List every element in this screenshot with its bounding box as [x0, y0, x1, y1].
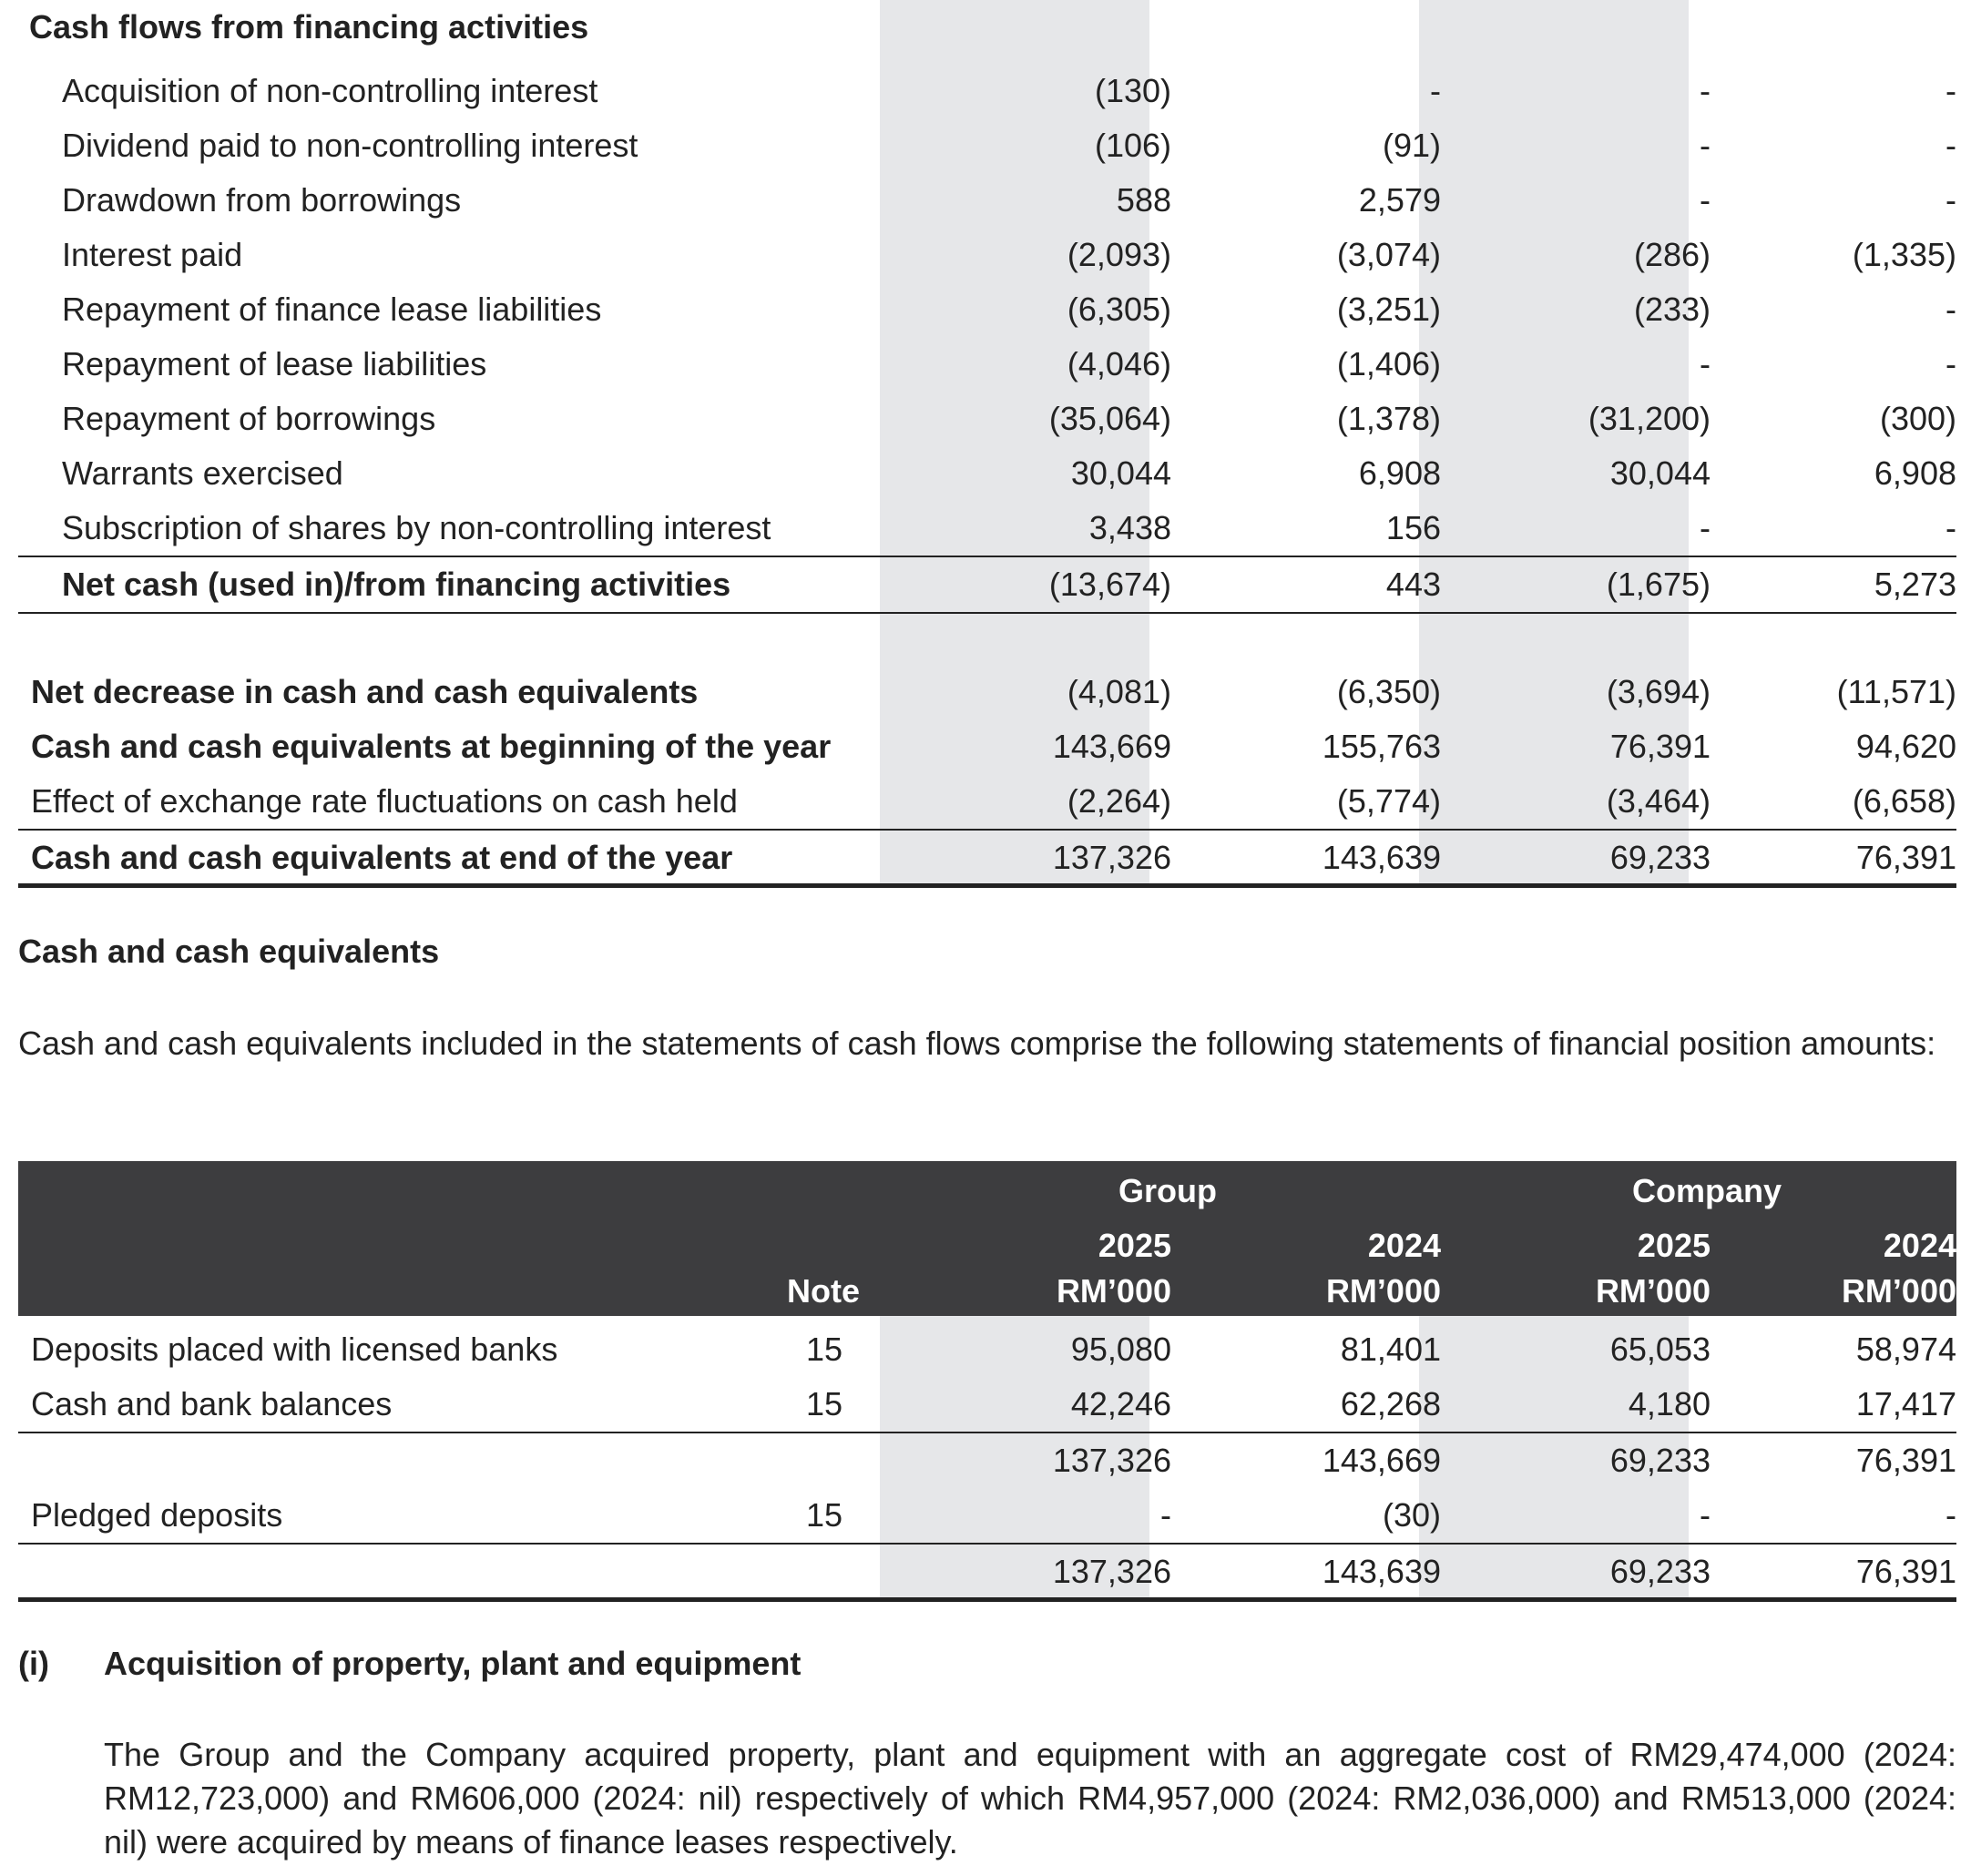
cell-group-2024: (5,774)	[1336, 782, 1441, 820]
cell-group-2024: 143,639	[1322, 839, 1441, 876]
cell-group-2024: 155,763	[1322, 728, 1441, 765]
cell-group-2024: (3,074)	[1336, 236, 1441, 273]
cell-group-2025: (4,046)	[1067, 345, 1171, 382]
cell-company-2024: (6,658)	[1852, 782, 1956, 820]
cell-company-2025: (3,464)	[1606, 782, 1711, 820]
cell-company-2024: -	[1945, 291, 1956, 328]
cce-section-title: Cash and cash equivalents	[18, 933, 440, 970]
cell-group-2025: 137,326	[1052, 1553, 1171, 1590]
row-note: 15	[805, 1496, 843, 1534]
row-label: Drawdown from borrowings	[62, 181, 462, 219]
row-label: Repayment of finance lease liabilities	[62, 291, 602, 328]
header-year: 2025	[1637, 1227, 1711, 1264]
table-row	[18, 228, 1956, 282]
cell-group-2024: 62,268	[1340, 1385, 1441, 1422]
end-of-year-row	[18, 831, 1956, 885]
cell-company-2025: -	[1700, 72, 1711, 109]
row-label: Dividend paid to non-controlling interest	[62, 127, 638, 164]
cell-group-2024: -	[1430, 72, 1441, 109]
total-row	[18, 1545, 1956, 1599]
cell-company-2025: -	[1700, 127, 1711, 164]
cce-intro-text: Cash and cash equivalents included in the statements of cash flows comprise the following statements of financial position amounts:	[18, 1025, 1936, 1062]
header-unit: RM’000	[1595, 1272, 1711, 1310]
table-row	[18, 337, 1956, 392]
cell-company-2025: -	[1700, 345, 1711, 382]
cell-company-2025: 30,044	[1609, 454, 1711, 492]
row-label: Net cash (used in)/from financing activities	[62, 566, 731, 603]
double-divider	[18, 883, 1956, 888]
table-header	[18, 1161, 1956, 1316]
header-unit: RM’000	[1056, 1272, 1171, 1310]
table-row	[18, 1377, 1956, 1432]
cell-company-2024: (1,335)	[1852, 236, 1956, 273]
header-unit: RM’000	[1841, 1272, 1956, 1310]
cell-group-2025: -	[1160, 1496, 1171, 1534]
cell-group-2024: (1,378)	[1336, 400, 1441, 437]
row-label: Cash and bank balances	[31, 1385, 393, 1422]
cell-group-2024: 156	[1385, 509, 1441, 546]
cell-group-2025: (130)	[1094, 72, 1171, 109]
cell-company-2024: (300)	[1879, 400, 1956, 437]
cell-company-2024: 76,391	[1855, 1442, 1956, 1479]
table-row	[18, 173, 1956, 228]
note-marker: (i)	[18, 1645, 49, 1682]
row-label: Acquisition of non-controlling interest	[62, 72, 598, 109]
row-label: Cash and cash equivalents at end of the year	[31, 839, 733, 876]
cell-company-2025: -	[1700, 509, 1711, 546]
cell-group-2025: 137,326	[1052, 839, 1171, 876]
row-label: Cash and cash equivalents at beginning of the year	[31, 728, 832, 765]
cell-company-2025: 4,180	[1628, 1385, 1711, 1422]
cell-group-2025: (2,093)	[1067, 236, 1171, 273]
cell-company-2025: 69,233	[1609, 839, 1711, 876]
table-row	[18, 446, 1956, 501]
cell-group-2024: 143,669	[1322, 1442, 1441, 1479]
cell-group-2025: (106)	[1094, 127, 1171, 164]
table-row	[18, 774, 1956, 829]
row-label: Deposits placed with licensed banks	[31, 1331, 558, 1368]
row-note: 15	[805, 1385, 843, 1422]
cell-group-2025: 143,669	[1052, 728, 1171, 765]
cell-group-2025: 588	[1116, 181, 1171, 219]
note-text: The Group and the Company acquired property, plant and equipment with an aggregate cost of RM29,474,000 (2024: RM12,723,000) and RM606,000 (2024: nil) respectively of which RM4,957,000 (2024: RM2,036,000) and RM513,000 (2024: nil) were acquired by means of finance leases respectively.	[104, 1736, 1956, 1861]
cell-company-2024: 17,417	[1855, 1385, 1956, 1422]
cell-company-2024: -	[1945, 72, 1956, 109]
cell-group-2025: 137,326	[1052, 1442, 1171, 1479]
cell-group-2024: (3,251)	[1336, 291, 1441, 328]
header-group: Group	[1118, 1172, 1217, 1209]
header-unit: RM’000	[1325, 1272, 1441, 1310]
cell-company-2025: -	[1700, 181, 1711, 219]
row-label: Net decrease in cash and cash equivalents	[31, 673, 699, 710]
cell-company-2024: 94,620	[1855, 728, 1956, 765]
cell-group-2025: (4,081)	[1067, 673, 1171, 710]
table-row	[18, 118, 1956, 173]
row-note: 15	[805, 1331, 843, 1368]
cell-company-2025: 69,233	[1609, 1553, 1711, 1590]
row-label: Warrants exercised	[62, 454, 343, 492]
header-note: Note	[787, 1272, 860, 1310]
cell-group-2024: (30)	[1382, 1496, 1441, 1534]
cell-group-2025: (13,674)	[1048, 566, 1171, 603]
cell-company-2024: -	[1945, 127, 1956, 164]
cell-group-2025: 95,080	[1070, 1331, 1171, 1368]
cell-group-2025: (2,264)	[1067, 782, 1171, 820]
cell-company-2025: 69,233	[1609, 1442, 1711, 1479]
cell-company-2024: -	[1945, 181, 1956, 219]
table-row	[18, 719, 1956, 774]
cell-company-2025: 76,391	[1609, 728, 1711, 765]
cell-company-2025: (1,675)	[1606, 566, 1711, 603]
row-label: Repayment of lease liabilities	[62, 345, 487, 382]
divider	[18, 612, 1956, 614]
table-row	[18, 282, 1956, 337]
row-label: Repayment of borrowings	[62, 400, 436, 437]
row-label: Interest paid	[62, 236, 243, 273]
cell-company-2024: -	[1945, 1496, 1956, 1534]
table-row	[18, 64, 1956, 118]
cell-group-2025: (6,305)	[1067, 291, 1171, 328]
row-label: Pledged deposits	[31, 1496, 283, 1534]
cell-group-2025: 42,246	[1070, 1385, 1171, 1422]
note-heading: Acquisition of property, plant and equipment	[104, 1645, 802, 1682]
header-year: 2024	[1883, 1227, 1956, 1264]
pledged-row	[18, 1488, 1956, 1543]
subtotal-row	[18, 1433, 1956, 1488]
cell-group-2024: 6,908	[1358, 454, 1441, 492]
financing-section-title: Cash flows from financing activities	[29, 8, 589, 46]
cell-company-2024: -	[1945, 509, 1956, 546]
double-divider	[18, 1597, 1956, 1602]
table-row	[18, 501, 1956, 556]
cell-company-2025: (233)	[1633, 291, 1711, 328]
cell-group-2024: 143,639	[1322, 1553, 1441, 1590]
cell-group-2025: (35,064)	[1048, 400, 1171, 437]
cell-company-2025: -	[1700, 1496, 1711, 1534]
cell-group-2025: 30,044	[1070, 454, 1171, 492]
cell-group-2024: 443	[1385, 566, 1441, 603]
cell-company-2024: 6,908	[1874, 454, 1956, 492]
header-year: 2025	[1098, 1227, 1171, 1264]
table-row	[18, 1322, 1956, 1377]
cell-company-2025: 65,053	[1609, 1331, 1711, 1368]
header-company: Company	[1631, 1172, 1782, 1209]
row-label: Effect of exchange rate fluctuations on cash held	[31, 782, 738, 820]
header-year: 2024	[1367, 1227, 1441, 1264]
cell-company-2025: (31,200)	[1588, 400, 1711, 437]
cell-company-2024: 58,974	[1855, 1331, 1956, 1368]
cell-group-2024: (6,350)	[1336, 673, 1441, 710]
cell-company-2024: 5,273	[1874, 566, 1956, 603]
cell-company-2024: 76,391	[1855, 1553, 1956, 1590]
cell-company-2024: (11,571)	[1836, 673, 1956, 710]
cell-company-2025: (286)	[1633, 236, 1711, 273]
net-financing-row	[18, 557, 1956, 612]
cell-company-2024: 76,391	[1855, 839, 1956, 876]
cell-group-2024: 81,401	[1340, 1331, 1441, 1368]
cell-group-2024: (91)	[1382, 127, 1441, 164]
cell-company-2025: (3,694)	[1606, 673, 1711, 710]
table-row	[18, 665, 1956, 719]
cell-company-2024: -	[1945, 345, 1956, 382]
table-row	[18, 392, 1956, 446]
row-label: Subscription of shares by non-controlling interest	[62, 509, 771, 546]
cell-group-2024: (1,406)	[1336, 345, 1441, 382]
cell-group-2025: 3,438	[1088, 509, 1171, 546]
cell-group-2024: 2,579	[1358, 181, 1441, 219]
